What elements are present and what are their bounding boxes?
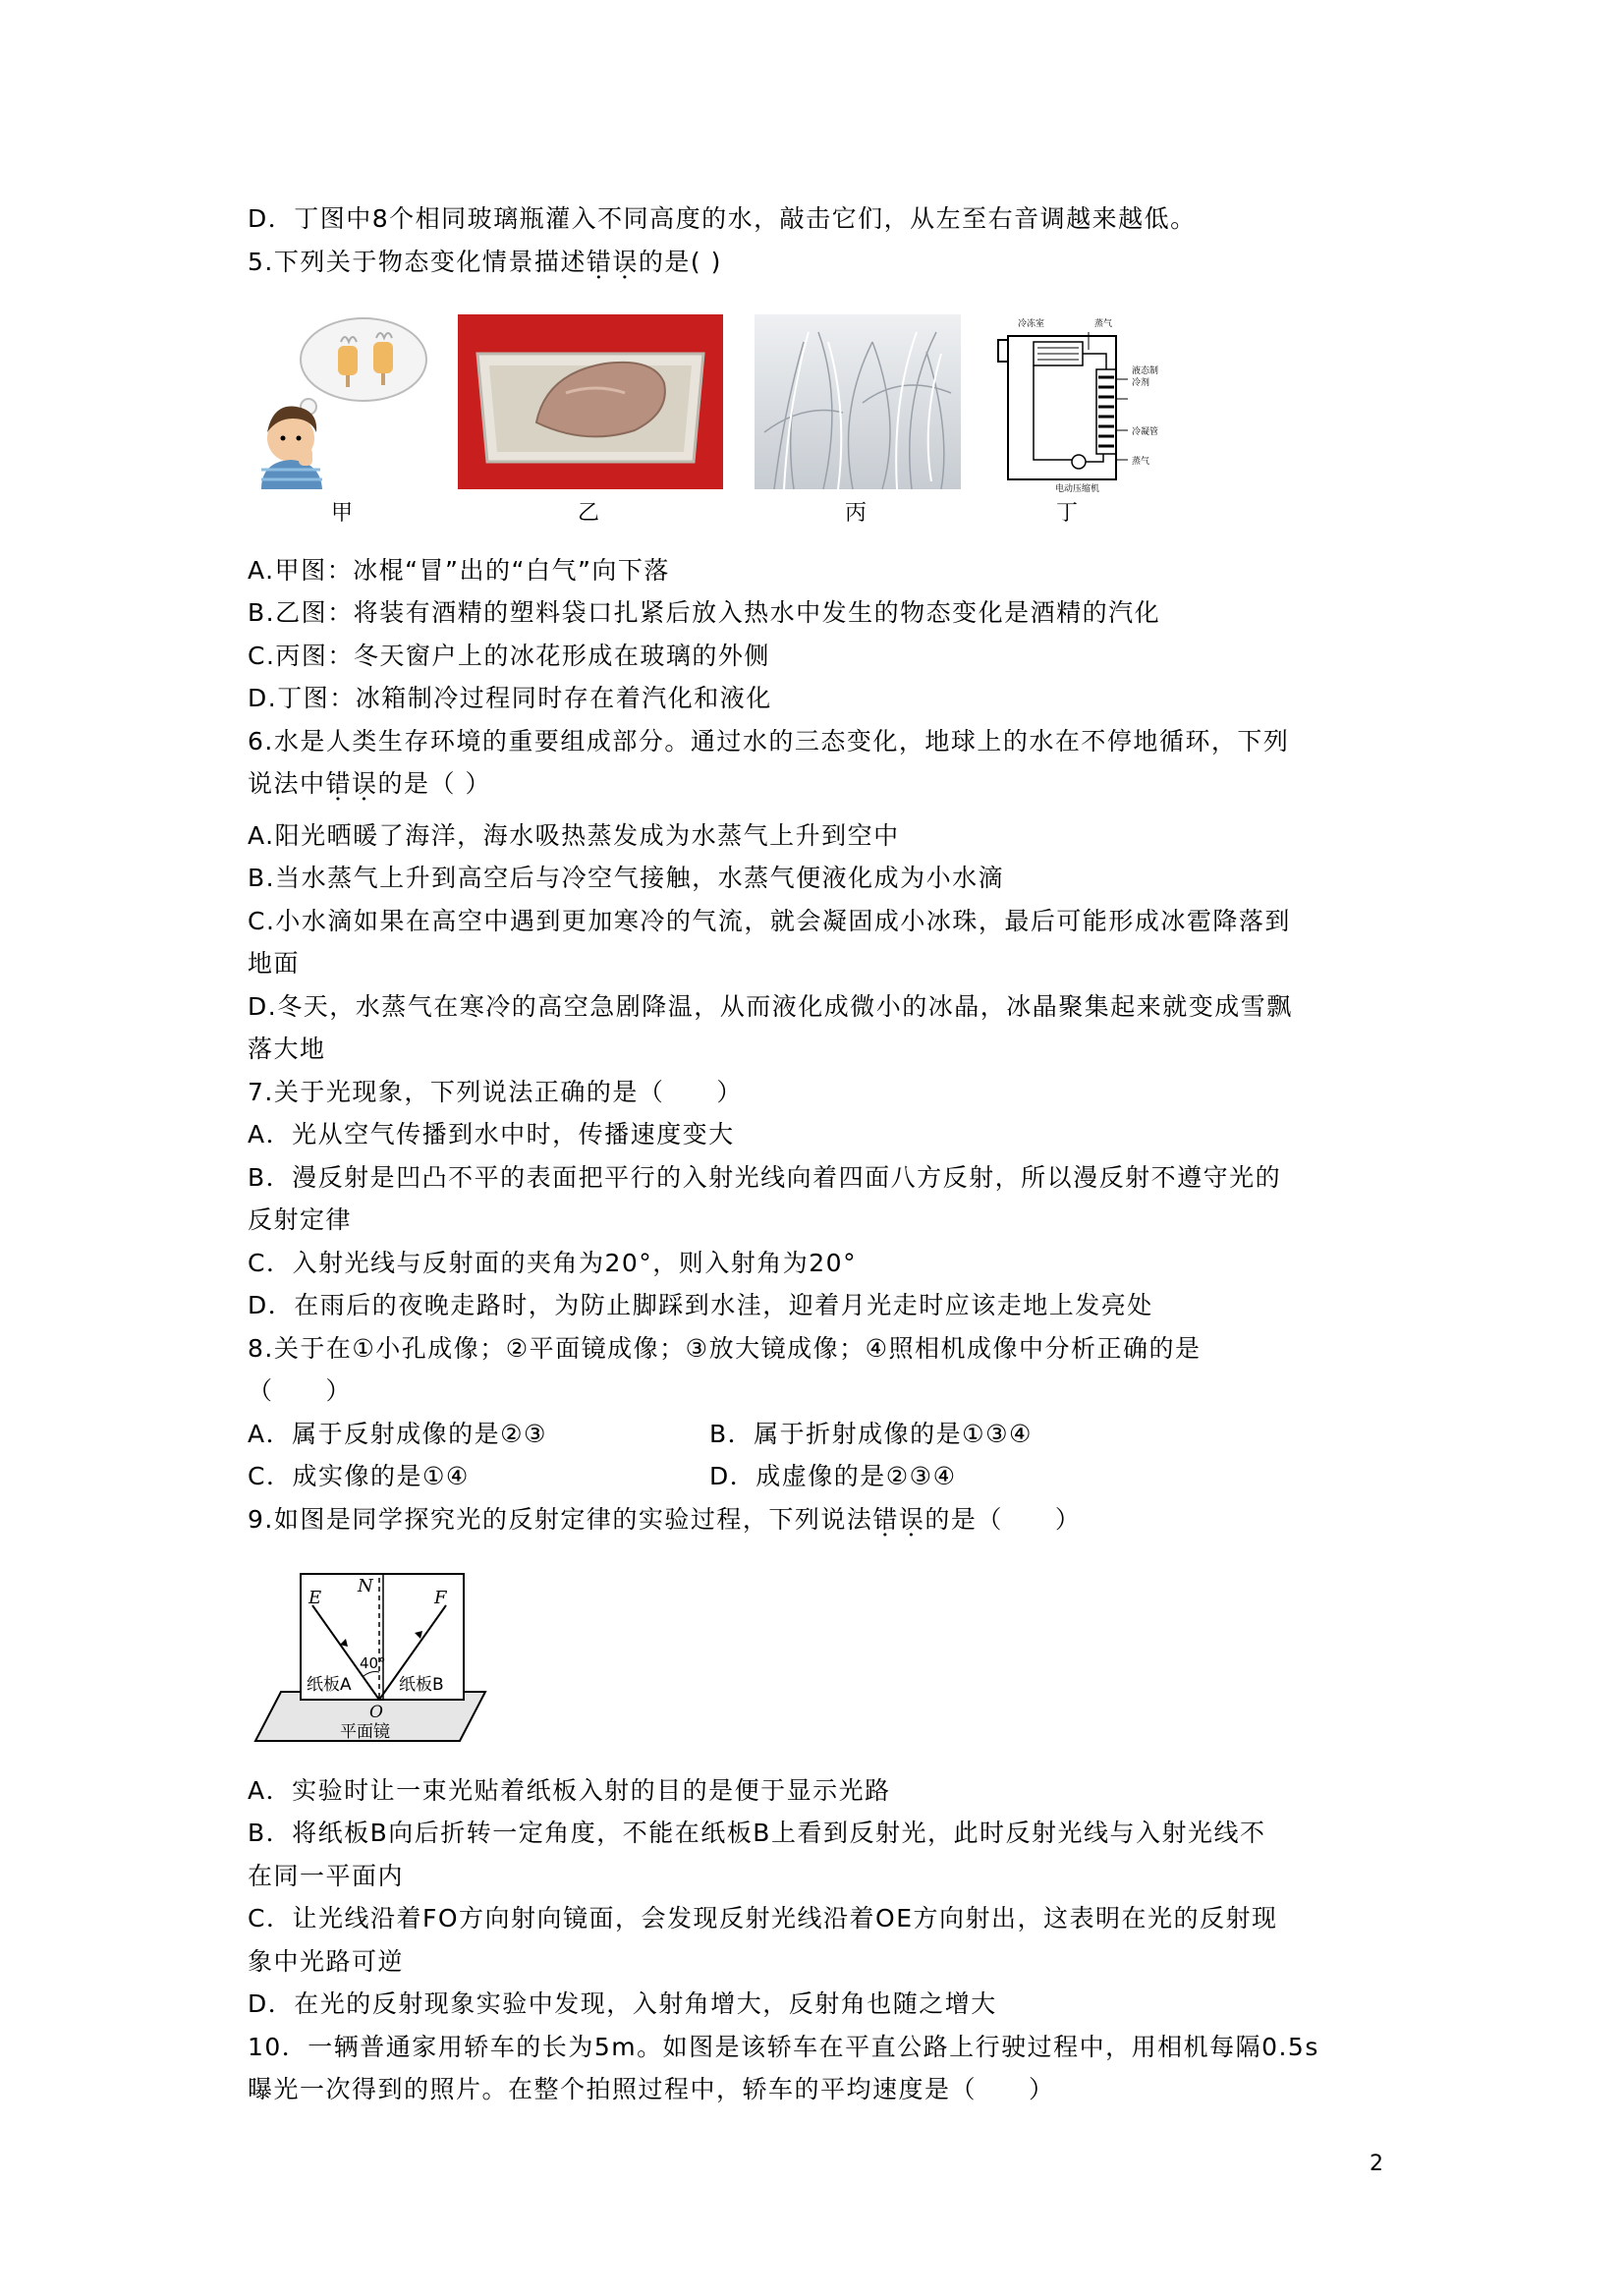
fridge-label-liquid-refrigerant-2: 冷剂: [1132, 378, 1150, 388]
figure-label-yi: 乙: [578, 501, 600, 526]
q8-stem-line2: （ ）: [248, 1376, 353, 1405]
q9-option-b-cont: 在同一平面内: [248, 1862, 405, 1890]
q7-option-c: C．入射光线与反射面的夹角为20°，则入射角为20°: [248, 1249, 858, 1277]
q6-stem-line2: 说法中错误的是（ ）: [248, 769, 491, 798]
q6-option-d-cont: 落大地: [248, 1035, 326, 1063]
q6-option-b: B.当水蒸气上升到高空后与冷空气接触，水蒸气便液化成为小水滴: [248, 864, 1005, 892]
label-board-a: 纸板A: [307, 1675, 352, 1695]
q9-option-c: C．让光线沿着FO方向射向镜面，会发现反射光线沿着OE方向射出，这表明在光的反射现: [248, 1904, 1278, 1932]
q8-option-a: A．属于反射成像的是②③: [248, 1420, 547, 1448]
emphasis-mark: 错: [325, 769, 353, 798]
q10-stem-line1: 10．一辆普通家用轿车的长为5m。如图是该轿车在平直公路上行驶过程中，用相机每隔0.5s: [248, 2033, 1319, 2061]
label-board-b: 纸板B: [399, 1675, 444, 1695]
q8-stem-line1: 8.关于在①小孔成像；②平面镜成像；③放大镜成像；④照相机成像中分析正确的是: [248, 1334, 1202, 1363]
q7-option-b-cont: 反射定律: [248, 1205, 353, 1234]
label-f: F: [434, 1588, 447, 1608]
figure-label-bing: 丙: [845, 501, 867, 526]
fridge-label-freezer: 冷冻室: [1018, 319, 1045, 329]
figure-bing-frost: [755, 314, 961, 489]
q5-option-a: A.甲图：冰棍“冒”出的“白气”向下落: [248, 556, 670, 585]
q9-option-c-cont: 象中光路可逆: [248, 1947, 405, 1976]
q9-stem: 9.如图是同学探究光的反射定律的实验过程，下列说法错误的是（ ）: [248, 1505, 1082, 1534]
fridge-label-condenser: 冷凝管: [1132, 427, 1159, 437]
q5-option-b: B.乙图：将装有酒精的塑料袋口扎紧后放入热水中发生的物态变化是酒精的汽化: [248, 598, 1161, 627]
figure-label-ding: 丁: [1056, 501, 1079, 526]
q4-option-d: D．丁图中8个相同玻璃瓶灌入不同高度的水，敲击它们，从左至右音调越来越低。: [248, 204, 1197, 233]
q6-option-a: A.阳光晒暖了海洋，海水吸热蒸发成为水蒸气上升到空中: [248, 821, 900, 850]
fridge-label-compressor: 电动压缩机: [1055, 484, 1100, 494]
fridge-label-vapor-top: 蒸气: [1094, 319, 1113, 329]
label-n: N: [358, 1576, 373, 1596]
figure-yi-tray-bag: [458, 314, 723, 489]
q5-option-c: C.丙图：冬天窗户上的冰花形成在玻璃的外侧: [248, 642, 770, 670]
emphasis-mark: 错: [586, 248, 613, 276]
q6-option-d: D.冬天，水蒸气在寒冷的高空急剧降温，从而液化成微小的冰晶，冰晶聚集起来就变成雪飘: [248, 992, 1293, 1021]
q7-option-b: B．漫反射是凹凸不平的表面把平行的入射光线向着四面八方反射，所以漫反射不遵守光的: [248, 1163, 1282, 1192]
figure-q9-reflection-experiment: [252, 1570, 497, 1745]
q8-option-d: D．成虚像的是②③④: [709, 1462, 957, 1490]
figure-ding-fridge: [994, 312, 1191, 495]
q7-option-a: A．光从空气传播到水中时，传播速度变大: [248, 1120, 735, 1148]
label-e: E: [308, 1588, 322, 1608]
q7-option-d: D．在雨后的夜晚走路时，为防止脚踩到水洼，迎着月光走时应该走地上发亮处: [248, 1291, 1153, 1319]
q9-option-a: A．实验时让一束光贴着纸板入射的目的是便于显示光路: [248, 1776, 891, 1805]
label-mirror: 平面镜: [340, 1722, 390, 1742]
label-angle: 40°: [360, 1654, 386, 1672]
q7-stem: 7.关于光现象，下列说法正确的是（ ）: [248, 1078, 743, 1106]
emphasis-mark: 误: [352, 769, 378, 798]
q5-option-d: D.丁图：冰箱制冷过程同时存在着汽化和液化: [248, 684, 772, 712]
q9-option-d: D．在光的反射现象实验中发现，入射角增大，反射角也随之增大: [248, 1989, 997, 2018]
figure-jia-boy-icepop: [248, 312, 434, 489]
fridge-label-liquid-refrigerant-1: 液态制: [1132, 366, 1159, 376]
fridge-label-vapor-bottom: 蒸气: [1132, 457, 1150, 467]
figure-label-jia: 甲: [331, 501, 354, 526]
q10-stem-line2: 曝光一次得到的照片。在整个拍照过程中，轿车的平均速度是（ ）: [248, 2075, 1055, 2103]
q9-option-b: B．将纸板B向后折转一定角度，不能在纸板B上看到反射光，此时反射光线与入射光线不: [248, 1819, 1266, 1847]
emphasis-mark: 错: [872, 1505, 899, 1534]
q6-option-c-cont: 地面: [248, 949, 301, 978]
q8-option-c: C．成实像的是①④: [248, 1462, 470, 1490]
emphasis-mark: 误: [898, 1505, 925, 1534]
q6-stem-line1: 6.水是人类生存环境的重要组成部分。通过水的三态变化，地球上的水在不停地循环，下列: [248, 727, 1290, 756]
q6-option-c: C.小水滴如果在高空中遇到更加寒冷的气流，就会凝固成小冰珠，最后可能形成冰雹降落到: [248, 907, 1291, 935]
page-number: 2: [1370, 2152, 1383, 2176]
q5-stem: 5.下列关于物态变化情景描述错误的是( ): [248, 248, 722, 276]
label-o: O: [369, 1703, 383, 1722]
emphasis-mark: 误: [612, 248, 639, 276]
q8-option-b: B．属于折射成像的是①③④: [709, 1420, 1033, 1448]
